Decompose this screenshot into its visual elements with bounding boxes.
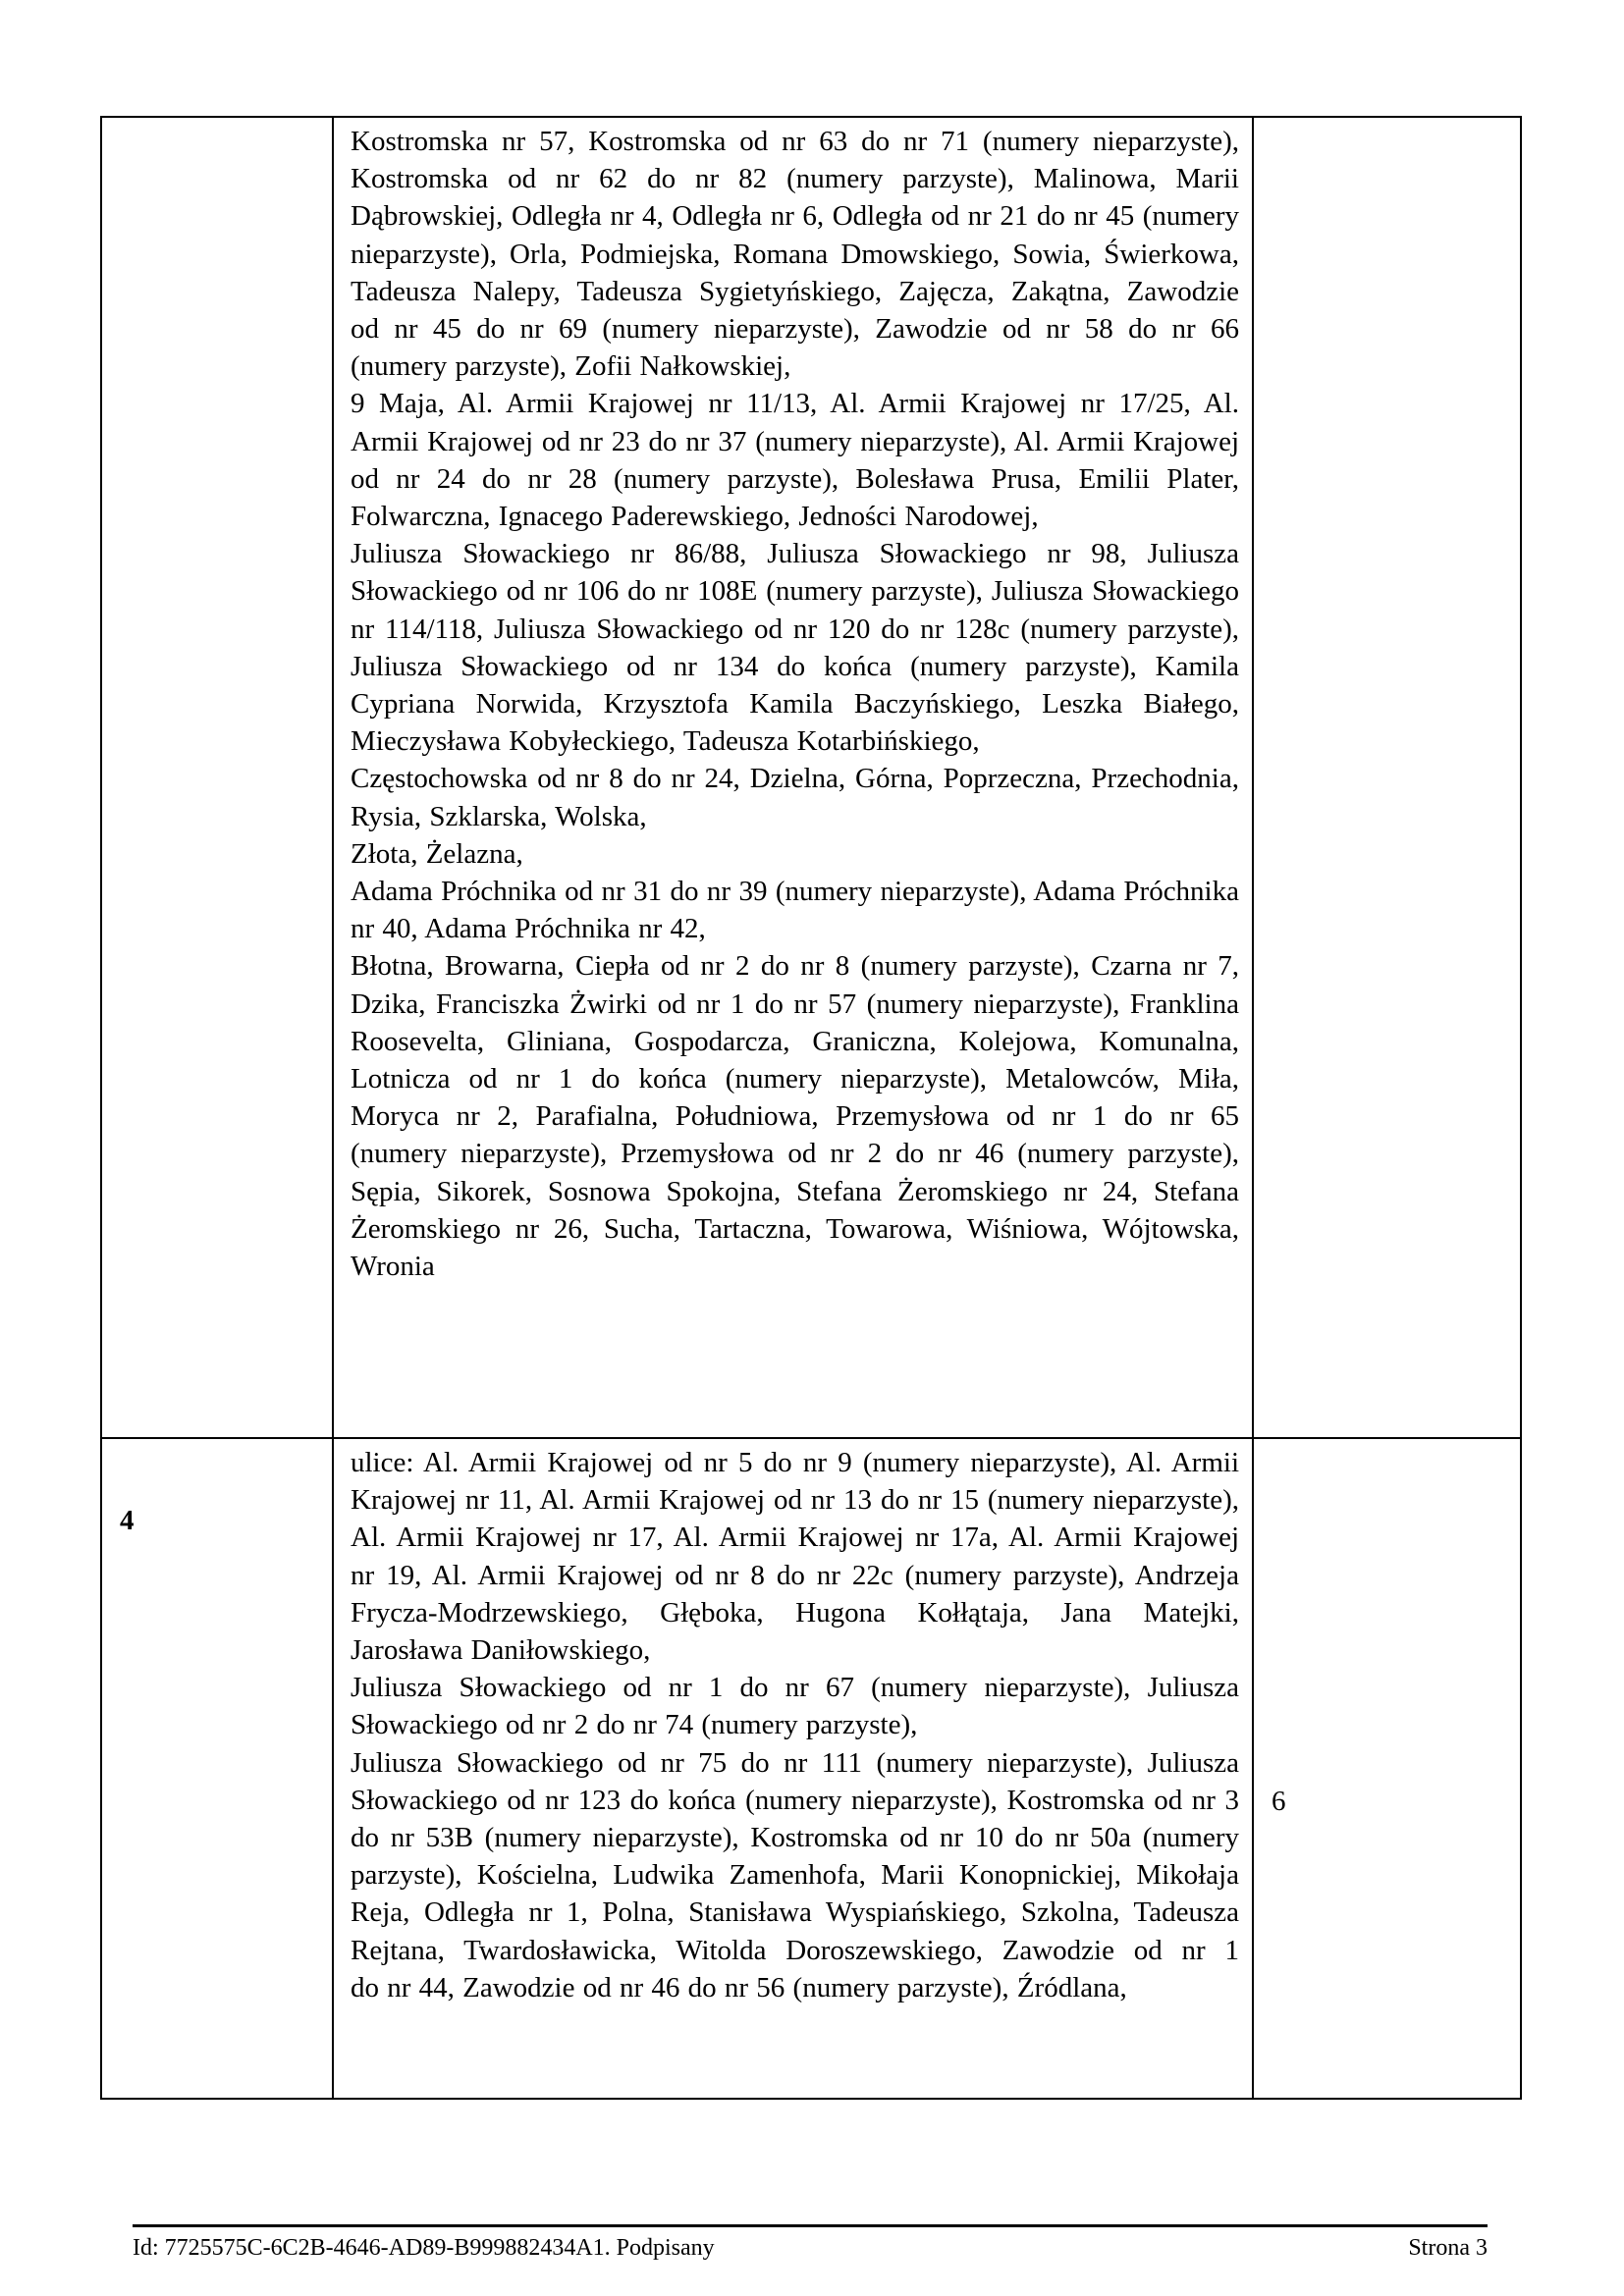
street-paragraph: Złota, Żelazna,: [351, 837, 523, 870]
document-id-text: Id: 7725575C-6C2B-4646-AD89-B999882434A1. Podpisany: [133, 2235, 715, 2261]
district-number-cell: [101, 117, 333, 1438]
street-paragraph: Juliusza Słowackiego nr 86/88, Juliusza Słowackiego nr 98, Juliusza Słowackiego od nr 106 do nr 108E (numery parzyste), Juliusza Słowackiego nr 114/118, Juliusza Słowackiego od nr 120 do nr 128c (numery parzyste), Juliusza Słowackiego od nr 134 do końca (numery parzyste), Kamila Cypriana Norwida, Krzysztofa Kamila Baczyńskiego, Leszka Białego, Mieczysława Kobyłeckiego, Tadeusza Kotarbińskiego,: [351, 538, 1239, 758]
councillors-count: 6: [1272, 1786, 1286, 1817]
table-row: [101, 117, 1521, 1438]
table-row: [101, 1438, 1521, 2099]
street-paragraph: Juliusza Słowackiego od nr 1 do nr 67 (numery nieparzyste), Juliusza Słowackiego od nr 2 do nr 74 (numery parzyste),: [351, 1672, 1239, 1741]
councillors-count-cell: [1253, 1438, 1521, 2099]
street-paragraph: 9 Maja, Al. Armii Krajowej nr 11/13, Al. Armii Krajowej nr 17/25, Al. Armii Krajowej od nr 23 do nr 37 (numery nieparzyste), Al. Armii Krajowej od nr 24 do nr 28 (numery parzyste), Bolesława Prusa, Emilii Plater, Folwarczna, Ignacego Paderewskiego, Jedności Narodowej,: [351, 388, 1239, 533]
street-paragraph: Częstochowska od nr 8 do nr 24, Dzielna, Górna, Poprzeczna, Przechodnia, Rysia, Szklarska, Wolska,: [351, 763, 1239, 832]
streets-cell: [333, 1438, 1253, 2099]
district-number: [102, 118, 332, 183]
councillors-count-cell: [1253, 117, 1521, 1438]
streets-cell: [333, 117, 1253, 1438]
councillors-count: [1254, 118, 1520, 463]
street-paragraph: Adama Próchnika od nr 31 do nr 39 (numery nieparzyste), Adama Próchnika nr 40, Adama Próchnika nr 42,: [351, 876, 1239, 945]
street-paragraph: Błotna, Browarna, Ciepła od nr 2 do nr 8 (numery parzyste), Czarna nr 7, Dzika, Franciszka Żwirki od nr 1 do nr 57 (numery nieparzyste), Franklina Roosevelta, Gliniana, Gospodarcza, Graniczna, Kolejowa, Komunalna, Lotnicza od nr 1 do końca (numery nieparzyste), Metalowców, Miła, Moryca nr 2, Parafialna, Południowa, Przemysłowa od nr 1 do nr 65 (numery nieparzyste), Przemysłowa od nr 2 do nr 46 (numery parzyste), Sępia, Sikorek, Sosnowa Spokojna, Stefana Żeromskiego nr 24, Stefana Żeromskiego nr 26, Sucha, Tartaczna, Towarowa, Wiśniowa, Wójtowska, Wronia: [351, 950, 1239, 1283]
district-number: 4: [120, 1505, 135, 1536]
district-number-cell: [101, 1438, 333, 2099]
page-number-label: Strona 3: [1408, 2235, 1488, 2261]
street-paragraph: Kostromska nr 57, Kostromska od nr 63 do nr 71 (numery nieparzyste), Kostromska od nr 62 do nr 82 (numery parzyste), Malinowa, Marii Dąbrowskiej, Odległa nr 4, Odległa nr 6, Odległa od nr 21 do nr 45 (numery nieparzyste), Orla, Podmiejska, Romana Dmowskiego, Sowia, Świerkowa, Tadeusza Nalepy, Tadeusza Sygietyńskiego, Zajęcza, Zakątna, Zawodzie od nr 45 do nr 69 (numery nieparzyste), Zawodzie od nr 58 do nr 66 (numery parzyste), Zofii Nałkowskiej,: [351, 126, 1239, 383]
street-paragraph: Juliusza Słowackiego od nr 75 do nr 111 (numery nieparzyste), Juliusza Słowackiego od nr 123 do końca (numery nieparzyste), Kostromska od nr 3 do nr 53B (numery nieparzyste), Kostromska od nr 10 do nr 50a (numery parzyste), Kościelna, Ludwika Zamenhofa, Marii Konopnickiej, Mikołaja Reja, Odległa nr 1, Polna, Stanisława Wyspiańskiego, Szkolna, Tadeusza Rejtana, Twardosławicka, Witolda Doroszewskiego, Zawodzie od nr 1 do nr 44, Zawodzie od nr 46 do nr 56 (numery parzyste), Źródlana,: [351, 1746, 1239, 2003]
page-footer: [133, 2224, 1488, 2262]
street-paragraph: ulice: Al. Armii Krajowej od nr 5 do nr 9 (numery nieparzyste), Al. Armii Krajowej nr 11, Al. Armii Krajowej od nr 13 do nr 15 (numery nieparzyste), Al. Armii Krajowej nr 17, Al. Armii Krajowej nr 17a, Al. Armii Krajowej nr 19, Al. Armii Krajowej od nr 8 do nr 22c (numery parzyste), Andrzeja Frycza-Modrzewskiego, Głęboka, Hugona Kołłątaja, Jana Matejki, Jarosława Daniłowskiego,: [351, 1447, 1239, 1667]
electoral-districts-table: [100, 116, 1522, 2100]
